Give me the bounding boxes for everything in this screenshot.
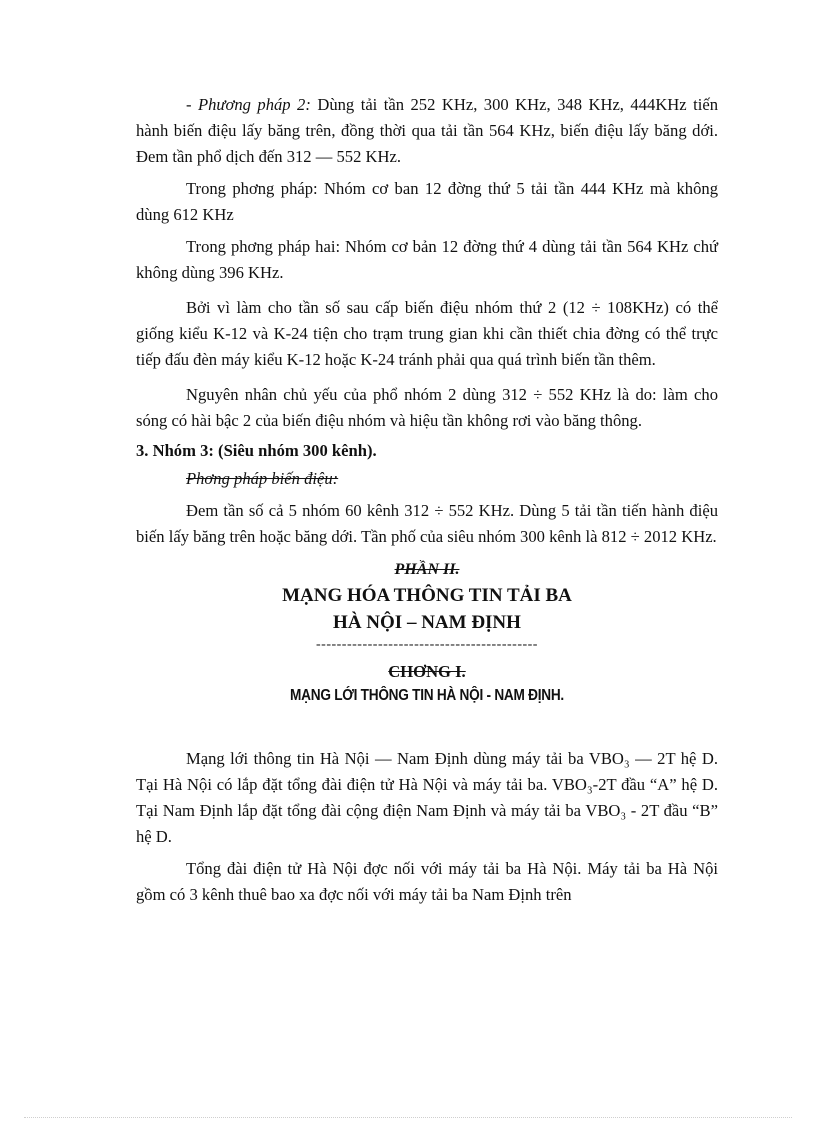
method-2-label: - Phương pháp 2:: [186, 95, 311, 114]
part-label: PHẦN II.: [394, 561, 460, 578]
method-subheading: [136, 466, 718, 492]
paragraph-network-overview: Mạng lới thông tin Hà Nội — Nam Định dùng máy tải ba VBO₃ — 2T hệ D. Tại Hà Nội có lắp đặt tổng đài điện tử Hà Nội và máy tải ba. VBO₃-2T đầu “A” hệ D. Tại Nam Định lắp đặt tổng đài cộng điện Nam Định và máy tải ba VBO₃ - 2T đầu “B” hệ D.: [136, 749, 718, 846]
part-title-line-2: HÀ NỘI – NAM ĐỊNH: [333, 612, 521, 633]
paragraph-method-2: [136, 92, 718, 170]
paragraph-exchange-connection: Tổng đài điện tử Hà Nội đợc nối với máy tải ba Hà Nội. Máy tải ba Hà Nội gồm có 3 kênh thuê bao xa đợc nối với máy tải ba Nam Định trên: [136, 859, 718, 904]
chapter-title: MẠNG LỚI THÔNG TIN HÀ NỘI - NAM ĐỊNH.: [290, 687, 564, 704]
paragraph-method-note-1: Trong phơng pháp: Nhóm cơ ban 12 đờng thứ 5 tải tần 444 KHz mà không dùng 612 KHz: [136, 179, 718, 224]
paragraph-supergroup: Đem tần số cả 5 nhóm 60 kênh 312 ÷ 552 KHz. Dùng 5 tải tần tiến hành điệu biến lấy băng trên hoặc băng dới. Tần phố của siêu nhóm 300 kênh là 812 ÷ 2012 KHz.: [136, 501, 718, 546]
spacer: [136, 708, 718, 746]
section-heading-group-3: 3. Nhóm 3: (Siêu nhóm 300 kênh).: [136, 441, 377, 460]
document-page: [136, 92, 718, 908]
divider-dashes: -------------------------------------------: [316, 637, 538, 652]
method-2-text: Dùng tải tần 252 KHz, 300 KHz, 348 KHz, 444KHz tiến hành biến điệu lấy băng trên, đồng thời qua tải tần 564 KHz, biến điệu lấy băng dới. Đem tần phổ dịch đến 312 — 552 KHz.: [136, 95, 718, 166]
method-subheading-text: Phơng pháp biến điệu:: [186, 469, 339, 488]
chapter-label: CHƠNG I.: [388, 662, 466, 681]
footer-dotted-rule: [24, 1117, 792, 1118]
part-title-line-1: MẠNG HÓA THÔNG TIN TẢI BA: [282, 585, 572, 606]
paragraph-method-note-2: Trong phơng pháp hai: Nhóm cơ bản 12 đờng thứ 4 dùng tải tần 564 KHz chứ không dùng 396 KHz.: [136, 237, 718, 282]
paragraph-main-reason: Nguyên nhân chủ yếu của phổ nhóm 2 dùng 312 ÷ 552 KHz là do: làm cho sóng có hài bậc 2 của biến điệu nhóm và hiệu tần không rơi vào băng thông.: [136, 385, 718, 430]
paragraph-reason-k12: Bởi vì làm cho tần số sau cấp biến điệu nhóm thứ 2 (12 ÷ 108KHz) có thể giống kiểu K-12 và K-24 tiện cho trạm trung gian khi cần thiết chia đờng có thể trực tiếp đấu đèn máy kiểu K-12 hoặc K-24 tránh phải qua quá trình biến tần thêm.: [136, 298, 718, 369]
